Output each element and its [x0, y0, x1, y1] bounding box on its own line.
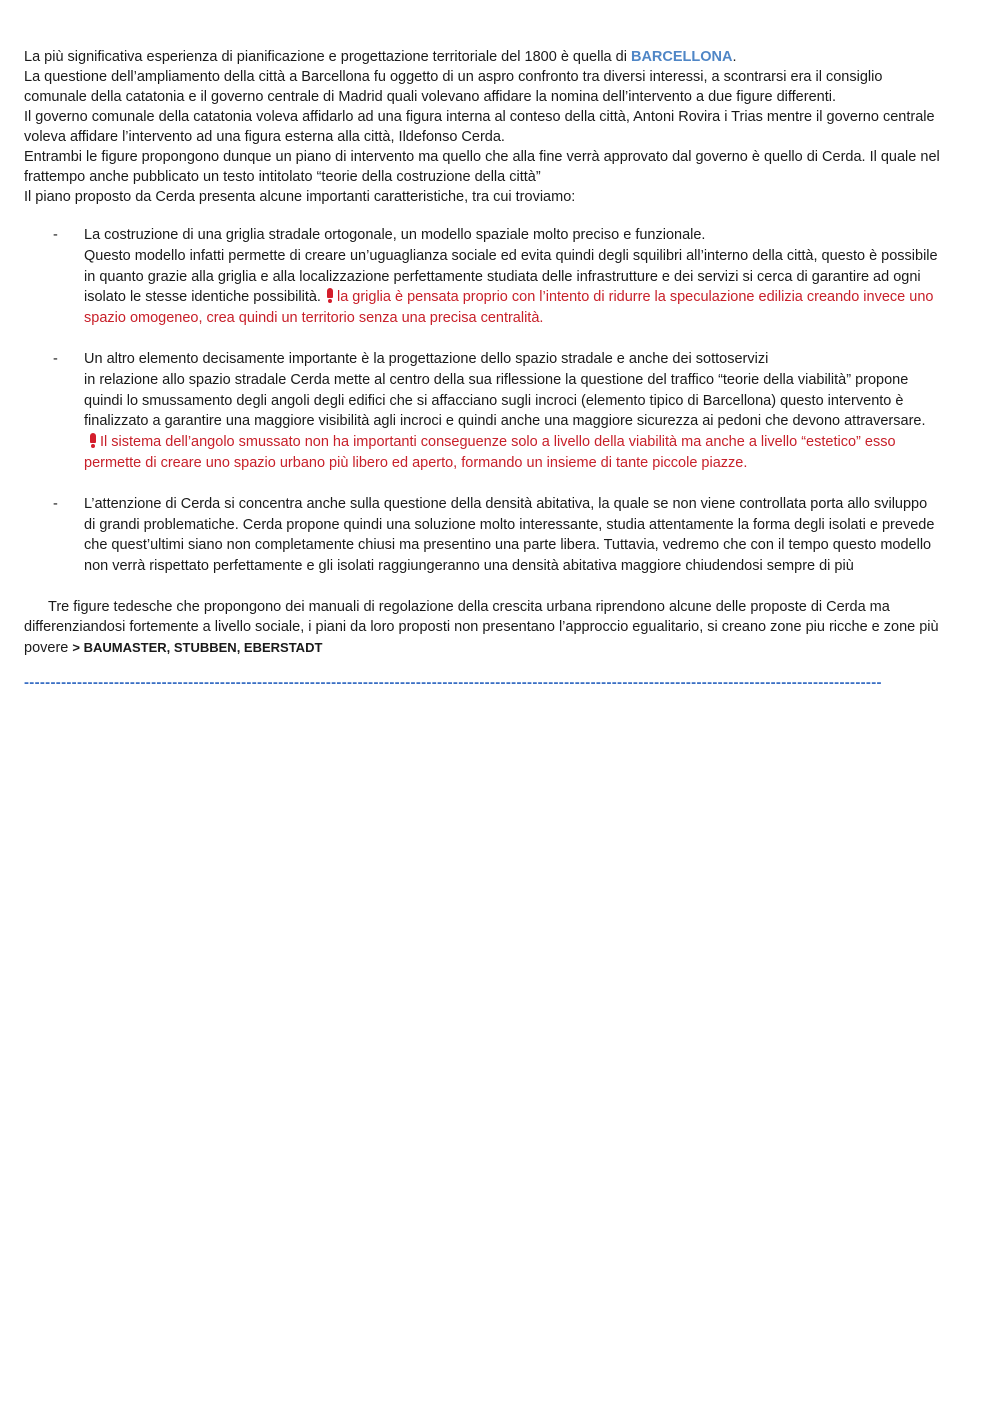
- intro-paragraph-4: Entrambi le figure propongono dunque un piano di intervento ma quello che alla fine verrà approvato dal governo è quello di Cerda. Il quale nel frattempo anche pubblicato un testo intitolato “teorie della costruzione della città”: [24, 149, 940, 185]
- city-name: BARCELLONA: [630, 49, 733, 65]
- intro-line-1-suffix: .: [732, 49, 737, 65]
- list-item-highlight: la griglia è pensata proprio con l’intento di ridurre la speculazione edilizia creando invece uno spazio omogeneo, crea quindi un territorio senza una precisa centralità.: [84, 289, 934, 327]
- list-item-first-line: Un altro elemento decisamente importante è la progettazione dello spazio stradale e anche dei sottoservizi: [84, 350, 769, 367]
- list-marker: -: [53, 495, 58, 512]
- list-item-body-text: in relazione allo spazio stradale Cerda mette al centro della sua riflessione la questione del traffico “teorie della viabilità” propone quindi lo smussamento degli angoli degli edifici che si affacciano sugli incroci (elemento tipico di Barcellona) questo intervento è finalizzato a garantire una maggiore visibilità agli incroci e quindi anche una maggiore sicurezza ai pedoni che devono attraversare.: [84, 371, 926, 430]
- list-item: [24, 349, 940, 474]
- list-item-body: [84, 370, 940, 474]
- intro-paragraph-1: [24, 47, 940, 67]
- list-item: [24, 494, 940, 577]
- list-item-first-line: La costruzione di una griglia stradale ortogonale, un modello spaziale molto preciso e funzionale.: [84, 227, 706, 243]
- list-item-body-text: Questo modello infatti permette di creare un’uguaglianza sociale ed evita quindi degli squilibri all’interno della città, questo è possibile in quanto grazie alla griglia e alla localizzazione perfettamente studiata delle infrastrutture e dei servizi si cerca di garantire ad ogni isolato le stesse identiche possibilità.: [84, 247, 938, 306]
- features-list: [24, 225, 940, 577]
- intro-paragraph-2: La questione dell’ampliamento della città a Barcellona fu oggetto di un aspro confronto tra diversi interessi, a scontrarsi era il consiglio comunale della catatonia e il governo centrale di Madrid quali volevano affidare la nomina dell’intervento a due figure differenti.: [24, 69, 883, 105]
- list-item-highlight: Il sistema dell’angolo smussato non ha importanti conseguenze solo a livello della viabilità ma anche a livello “estetico” esso permette di creare uno spazio urbano più libero ed aperto, formando un insieme di tante piccole piazze.: [84, 434, 896, 471]
- list-item: [24, 225, 940, 329]
- intro-paragraph-3: Il governo comunale della catatonia voleva affidarlo ad una figura interna al conteso della città, Antoni Rovira i Trias mentre il governo centrale voleva affidare l’intervento ad una figura esterna alla città, Ildefonso Cerda.: [24, 109, 935, 145]
- list-marker: -: [53, 227, 58, 243]
- list-item-body: [84, 246, 940, 329]
- closing-paragraph: [24, 597, 940, 659]
- exclamation-icon: [90, 433, 96, 448]
- intro-line-1-prefix: La più significativa esperienza di pianificazione e progettazione territoriale del 1800 è quella di: [24, 49, 631, 65]
- exclamation-icon: [327, 288, 333, 303]
- closing-text: Tre figure tedesche che propongono dei manuali di regolazione della crescita urbana riprendono alcune delle proposte di Cerda ma differenziandosi fortemente a livello sociale, i piani da loro proposti non presentano l’approccio egualitario, si creano zone piu ricche e zone più povere: [24, 598, 939, 656]
- intro-section: [24, 47, 940, 207]
- closing-names: > BAUMASTER, STUBBEN, EBERSTADT: [72, 639, 323, 655]
- dashed-separator: ------------------------------------------------------------------------------------------------------------------------------------------------------------------: [24, 674, 882, 692]
- intro-paragraph-5: Il piano proposto da Cerda presenta alcune importanti caratteristiche, tra cui troviamo:: [24, 189, 576, 205]
- list-marker: -: [53, 350, 58, 367]
- list-item-first-line: L’attenzione di Cerda si concentra anche sulla questione della densità abitativa, la quale se non viene controllata porta allo sviluppo di grandi problematiche. Cerda propone quindi una soluzione molto interessante, studia attentamente la forma degli isolati e prevede che quest’ultimi siano non completamente chiusi ma presentino una parte libera. Tuttavia, vedremo che con il tempo questo modello non verrà rispettato perfettamente e gli isolati raggiungeranno una densità abitativa maggiore chiudendosi sempre di più: [84, 495, 935, 575]
